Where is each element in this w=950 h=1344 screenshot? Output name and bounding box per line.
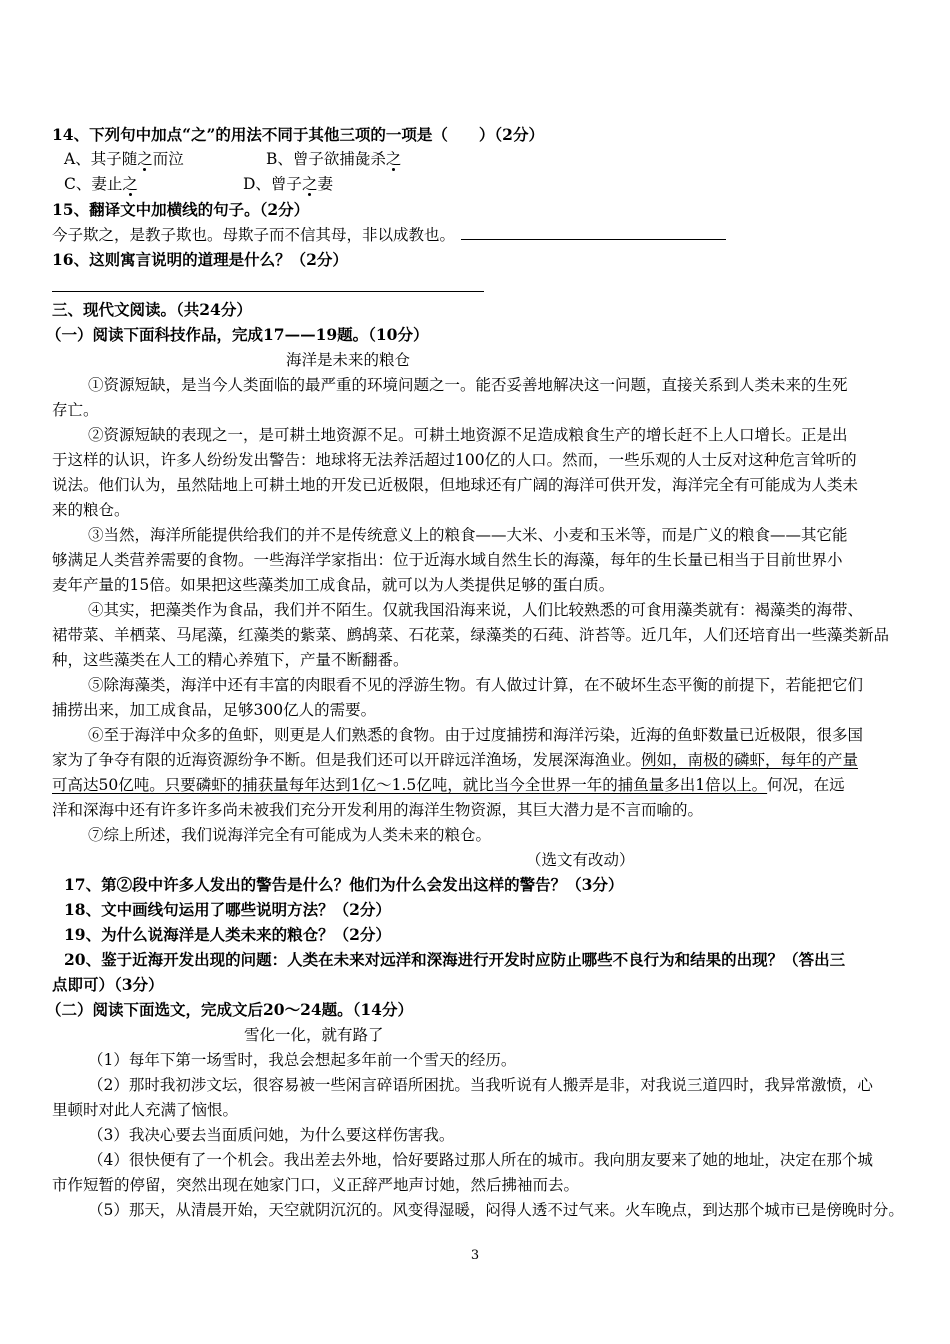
question-14-option-a: A、其子随之而泣 (64, 150, 184, 168)
article-1-line: ④其实，把藻类作为食品，我们并不陌生。仅就我国沿海来说，人们比较熟悉的可食用藻类就有：褐藻类的海带、 (88, 601, 864, 619)
question-17: 17、第②段中许多人发出的警告是什么？他们为什么会发出这样的警告？（3分） (64, 875, 624, 894)
underlined-sentence: 可高达50亿吨。只要磷虾的捕获量每年达到1亿～1.5亿吨，就比当今全世界一年的捕鱼量多出1倍以上。 (52, 776, 768, 794)
question-14-option-c: C、妻止之 (64, 175, 138, 193)
article-2-line: （1）每年下第一场雪时，我总会想起多年前一个雪天的经历。 (88, 1051, 517, 1069)
article-1-line: ⑤除海藻类，海洋中还有丰富的肉眼看不见的浮游生物。有人做过计算，在不破坏生态平衡的前提下，若能把它们 (88, 676, 864, 694)
question-19: 19、为什么说海洋是人类未来的粮仓？（2分） (64, 925, 391, 944)
underlined-sentence: 例如，南极的磷虾，每年的产量 (641, 751, 859, 769)
article-1-line: ⑥至于海洋中众多的鱼虾，则更是人们熟悉的食物。由于过度捕捞和海洋污染，近海的鱼虾数量已近极限，很多国 (88, 726, 864, 744)
question-20-continued: 点即可）（3分） (52, 975, 164, 994)
article-1-line: 够满足人类营养需要的食物。一些海洋学家指出：位于近海水域自然生长的海藻，每年的生长量已相当于目前世界小 (52, 551, 843, 569)
question-15-sentence-line: 今子欺之，是教子欺也。母欺子而不信其母，非以成教也。 (52, 223, 726, 247)
article-2-line: 市作短暂的停留，突然出现在她家门口，义正辞严地声讨她，然后拂袖而去。 (52, 1176, 580, 1194)
question-18: 18、文中画线句运用了哪些说明方法？（2分） (64, 900, 391, 919)
question-14-option-d: D、曾子之妻 (243, 175, 333, 193)
question-20: 20、鉴于近海开发出现的问题：人类在未来对远洋和深海进行开发时应防止哪些不良行为和结果的出现？（答出三 (64, 950, 846, 969)
article-2-line: （2）那时我初涉文坛，很容易被一些闲言碎语所困扰。当我听说有人搬弄是非，对我说三道四时，我异常激愤，心 (88, 1076, 873, 1094)
article-2-line: （3）我决心要去当面质问她，为什么要这样伤害我。 (88, 1126, 455, 1144)
part-2-heading: （二）阅读下面选文，完成文后20～24题。（14分） (46, 1000, 413, 1019)
article-1-line: 说法。他们认为，虽然陆地上可耕土地的开发已近极限，但地球还有广阔的海洋可供开发，海洋完全有可能成为人类未 (52, 476, 859, 494)
article-1-line: 种，这些藻类在人工的精心养殖下，产量不断翻番。 (52, 651, 409, 669)
article-1-title: 海洋是未来的粮仓 (286, 351, 411, 369)
section-3-heading: 三、现代文阅读。（共24分） (52, 300, 252, 319)
article-1-line: ⑦综上所述，我们说海洋完全有可能成为人类未来的粮仓。 (88, 826, 492, 844)
article-2-line: （4）很快便有了一个机会。我出差去外地，恰好要路过那人所在的城市。我向朋友要来了她的地址，决定在那个城 (88, 1151, 873, 1169)
article-1-line: 家为了争夺有限的近海资源纷争不断。但是我们还可以开辟远洋渔场，发展深海渔业。例如，南极的磷虾，每年的产量 (52, 751, 859, 769)
article-1-line: ②资源短缺的表现之一，是可耕土地资源不足。可耕土地资源不足造成粮食生产的增长赶不上人口增长。正是出 (88, 426, 848, 444)
question-14-option-b: B、曾子欲捕彘杀之 (266, 150, 402, 168)
article-1-line: ③当然，海洋所能提供给我们的并不是传统意义上的粮食——大米、小麦和玉米等，而是广义的粮食——其它能 (88, 526, 848, 544)
article-1-line: 捕捞出来，加工成食品，足够300亿人的需要。 (52, 701, 377, 719)
source-note: （选文有改动） (526, 851, 635, 869)
question-16-stem: 16、这则寓言说明的道理是什么？（2分） (52, 250, 348, 269)
page-number: 3 (470, 1248, 480, 1263)
article-1-line: 裙带菜、羊栖菜、马尾藻，红藻类的紫菜、鹧鸪菜、石花菜，绿藻类的石莼、浒苔等。近几年，人们还培育出一些藻类新品 (52, 626, 890, 644)
article-1-line: 存亡。 (52, 401, 99, 419)
article-2-line: （5）那天，从清晨开始，天空就阴沉沉的。风变得湿暖，闷得人透不过气来。火车晚点，到达那个城市已是傍晚时分。 (88, 1201, 904, 1219)
article-1-line: ①资源短缺，是当今人类面临的最严重的环境问题之一。能否妥善地解决这一问题，直接关系到人类未来的生死 (88, 376, 848, 394)
question-15-stem: 15、翻译文中加横线的句子。（2分） (52, 200, 310, 219)
article-2-title: 雪化一化，就有路了 (244, 1026, 384, 1044)
answer-line[interactable] (52, 291, 484, 292)
article-1-line: 于这样的认识，许多人纷纷发出警告：地球将无法养活超过100亿的人口。然而，一些乐观的人士反对这种危言耸听的 (52, 451, 857, 469)
part-1-heading: （一）阅读下面科技作品，完成17——19题。（10分） (46, 325, 429, 344)
article-1-line: 来的粮仓。 (52, 501, 130, 519)
article-1-line: 洋和深海中还有许多许多尚未被我们充分开发利用的海洋生物资源，其巨大潜力是不言而喻的。 (52, 801, 704, 819)
article-1-line: 可高达50亿吨。只要磷虾的捕获量每年达到1亿～1.5亿吨，就比当今全世界一年的捕鱼量多出1倍以上。何况，在远 (52, 776, 845, 794)
article-1-line: 麦年产量的15倍。如果把这些藻类加工成食品，就可以为人类提供足够的蛋白质。 (52, 576, 615, 594)
answer-blank[interactable] (461, 224, 726, 240)
question-14-stem: 14、下列句中加点“之”的用法不同于其他三项的一项是（ ）（2分） (52, 125, 544, 144)
article-2-line: 里顿时对此人充满了恼恨。 (52, 1101, 239, 1119)
